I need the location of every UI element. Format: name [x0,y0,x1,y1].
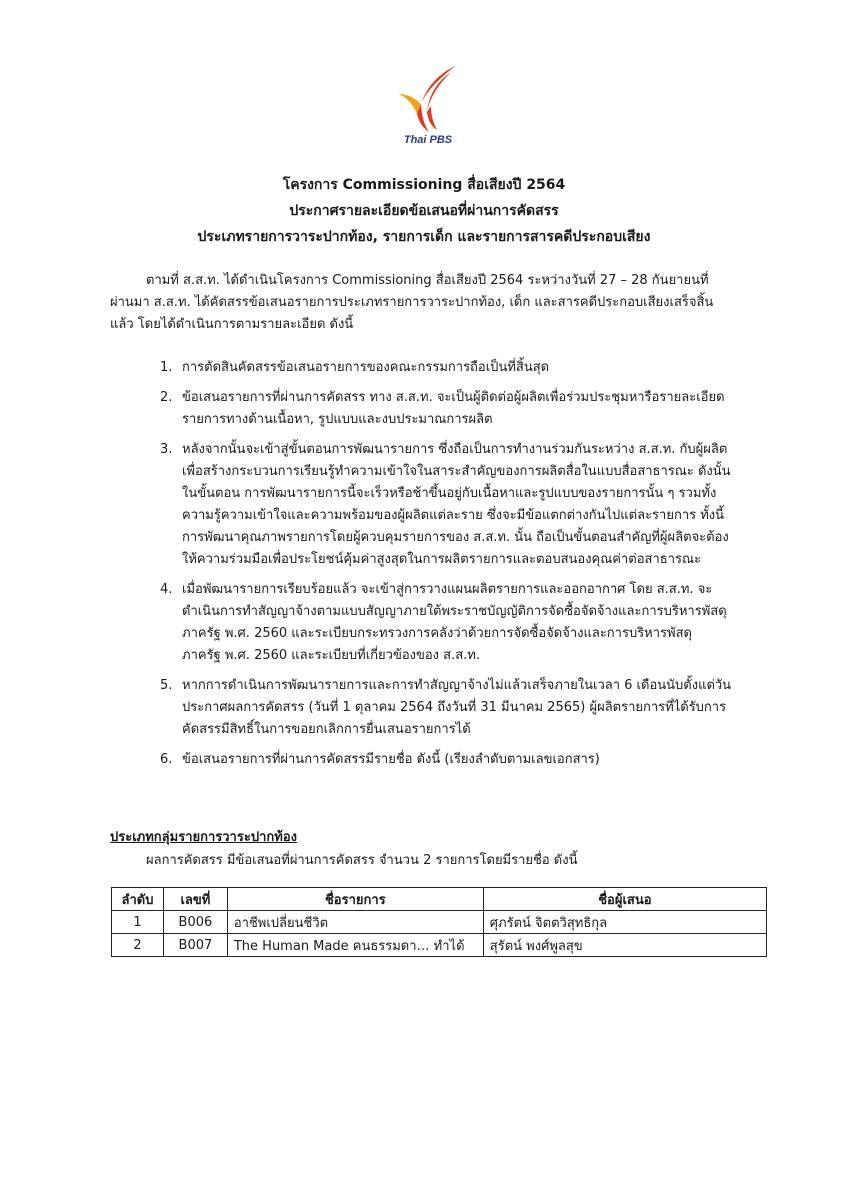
list-item [160,675,780,741]
row-number: 2 [112,934,164,957]
list-item-line: ภาครัฐ พ.ศ. 2560 และระเบียบกระทรวงการคลังว่าด้วยการจัดซื้อจัดจ้างและการบริหารพัสดุ [182,626,692,641]
document-title [0,172,848,250]
list-item [160,749,780,771]
list-item-line: รายการทางด้านเนื้อหา, รูปแบบและงบประมาณการผลิต [182,412,493,427]
title-line-3: ประเภทรายการวาระปากท้อง, รายการเด็ก และรายการสารคดีประกอบเสียง [197,229,651,245]
list-item-line: การตัดสินคัดสรรข้อเสนอรายการของคณะกรรมการถือเป็นที่สิ้นสุด [182,360,550,375]
list-item [160,387,780,431]
intro-paragraph [110,270,770,336]
logo-text: Thai PBS [403,134,453,146]
list-item [160,439,780,571]
column-header: ชื่อรายการ [227,888,483,911]
list-item-line: ข้อเสนอรายการที่ผ่านการคัดสรรมีรายชื่อ ดังนี้ (เรียงลำดับตามเลขเอกสาร) [182,752,600,767]
column-header: ชื่อผู้เสนอ [483,888,766,911]
list-item-line: เมื่อพัฒนารายการเรียบร้อยแล้ว จะเข้าสู่การวางแผนผลิตรายการและออกอากาศ โดย ส.ส.ท. จะ [182,582,713,597]
list-item-line: หลังจากนั้นจะเข้าสู่ขั้นตอนการพัฒนารายการ ซึ่งถือเป็นการทำงานร่วมกันระหว่าง ส.ส.ท. กับผู้ผลิต [182,442,728,457]
list-item [160,579,780,667]
row-number: 1 [112,911,164,934]
intro-line: ตามที่ ส.ส.ท. ได้ดำเนินโครงการ Commissioning สื่อเสียงปี 2564 ระหว่างวันที่ 27 – 28 กันยายนที่ [146,273,709,288]
thai-pbs-logo [393,64,463,148]
title-line-1: โครงการ Commissioning สื่อเสียงปี 2564 [282,177,566,193]
list-item [160,357,780,379]
table-row [112,911,767,934]
list-item-line: ในขั้นตอน การพัฒนารายการนี้จะเร็วหรือช้าขึ้นอยู่กับเนื้อหาและรูปแบบของรายการนั้น ๆ รวมทั้ง [182,486,717,501]
proposer-name: ศุภรัตน์ จิตตวิสุทธิกุล [483,911,766,934]
list-item-number: 6. [160,752,173,767]
bird-logo-icon [397,64,459,134]
table-row [112,934,767,957]
list-item-line: ดำเนินการทำสัญญาจ้างตามแบบสัญญาภายใต้พระราชบัญญัติการจัดซื้อจัดจ้างและการบริหารพัสดุ [182,604,727,619]
program-name: อาชีพเปลี่ยนชีวิต [227,911,483,934]
list-item-number: 5. [160,678,173,693]
program-name: The Human Made คนธรรมดา… ทำได้ [227,934,483,957]
document-number: B006 [163,911,227,934]
list-item-line: ความรู้ความเข้าใจและความพร้อมของผู้ผลิตแต่ละราย ซึ่งจะมีข้อแตกต่างกันไปแต่ละรายการ ทั้งนี้ [182,508,725,523]
column-header: ลำดับ [112,888,164,911]
list-item-line: ประกาศผลการคัดสรร (วันที่ 1 ตุลาคม 2564 ถึงวันที่ 31 มีนาคม 2565) ผู้ผลิตรายการที่ได้รับการ [182,700,727,715]
list-item-line: ภาครัฐ พ.ศ. 2560 และระเบียบที่เกี่ยวข้องของ ส.ส.ท. [182,648,480,663]
list-item-line: ให้ความร่วมมือเพื่อประโยชน์คุ้มค่าสูงสุดในการผลิตรายการและตอบสนองคุณค่าต่อสาธารณะ [182,552,702,567]
numbered-list [160,357,780,779]
section-heading: ประเภทกลุ่มรายการวาระปากท้อง [110,830,297,845]
document-number: B007 [163,934,227,957]
list-item-line: คัดสรรมีสิทธิ์ในการขอยกเลิกการยื่นเสนอรายการได้ [182,722,471,737]
list-item-number: 1. [160,360,173,375]
proposer-name: สุรัตน์ พงศ์พูลสุข [483,934,766,957]
title-line-2: ประกาศรายละเอียดข้อเสนอที่ผ่านการคัดสรร [289,203,559,219]
intro-line: แล้ว โดยได้ดำเนินการตามรายละเอียด ดังนี้ [110,317,354,332]
column-header: เลขที่ [163,888,227,911]
nominees-table [111,887,767,957]
list-item-number: 4. [160,582,173,597]
list-item-number: 3. [160,442,173,457]
list-item-line: การพัฒนาคุณภาพรายการโดยผู้ควบคุมรายการของ ส.ส.ท. นั้น ถือเป็นขั้นตอนสำคัญที่ผู้ผลิตจะต้อง [182,530,729,545]
list-item-line: หากการดำเนินการพัฒนารายการและการทำสัญญาจ้างไม่แล้วเสร็จภายในเวลา 6 เดือนนับตั้งแต่วัน [182,678,732,693]
list-item-number: 2. [160,390,173,405]
table-header-row [112,888,767,911]
list-item-line: เพื่อสร้างกระบวนการเรียนรู้ทำความเข้าใจในสาระสำคัญของการผลิตสื่อในแบบสื่อสาธารณะ ดังนั้น [182,464,731,479]
intro-line: ผ่านมา ส.ส.ท. ได้คัดสรรข้อเสนอรายการประเภทรายการวาระปากท้อง, เด็ก และสารคดีประกอบเสียงเสร็จสิ้น [110,295,714,310]
list-item-line: ข้อเสนอรายการที่ผ่านการคัดสรร ทาง ส.ส.ท. จะเป็นผู้ติดต่อผู้ผลิตเพื่อร่วมประชุมหารือรายละเอียด [182,390,725,405]
section-summary: ผลการคัดสรร มีข้อเสนอที่ผ่านการคัดสรร จำนวน 2 รายการโดยมีรายชื่อ ดังนี้ [146,853,578,868]
